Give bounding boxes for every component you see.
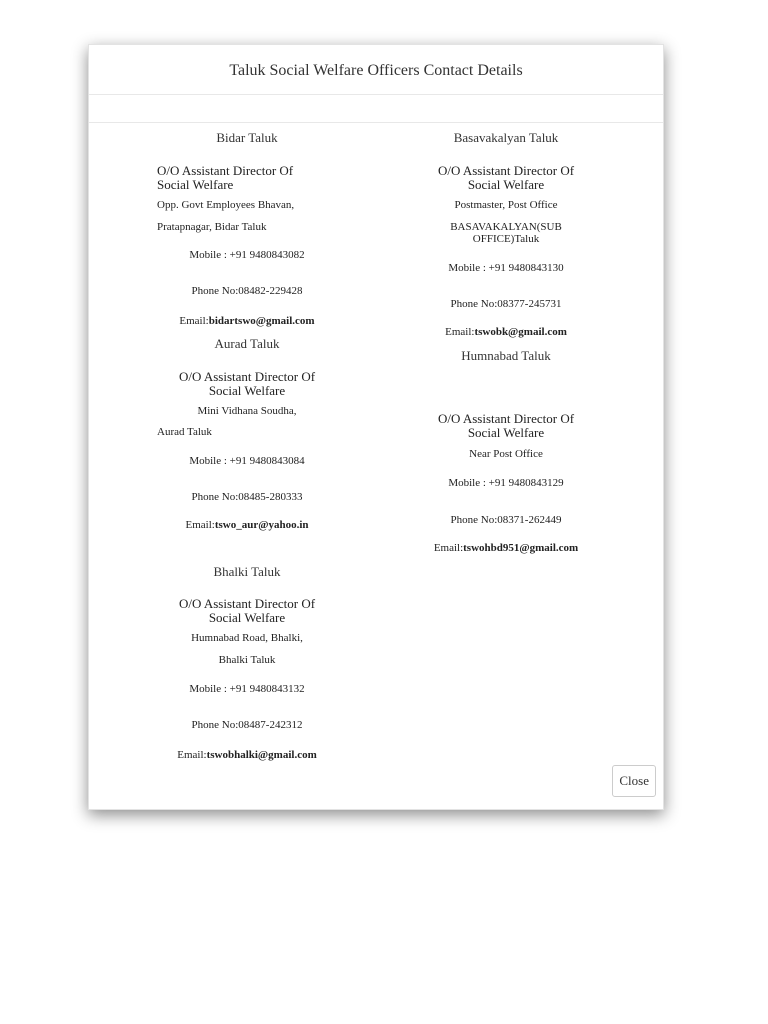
taluk-name: Basavakalyan Taluk	[453, 130, 559, 145]
email-prefix: Email:	[433, 542, 464, 554]
phone-number: Phone No:08485-280333	[191, 491, 303, 503]
office-line: Social Welfare	[467, 177, 545, 192]
close-button[interactable]: Close	[612, 765, 656, 797]
email-prefix: Email:	[185, 519, 215, 531]
email-line	[157, 315, 337, 328]
address-line: Opp. Govt Employees Bhavan,	[157, 199, 295, 211]
address-line: Near Post Office	[469, 448, 543, 460]
email-line	[416, 326, 596, 339]
office-line: Social Welfare	[467, 425, 545, 440]
email-prefix: Email:	[445, 326, 475, 338]
office-line: O/O Assistant Director Of	[437, 163, 575, 178]
modal-header	[89, 45, 663, 95]
phone-number: Phone No:08371-262449	[450, 514, 562, 526]
email-address[interactable]: tswohbd951@gmail.com	[463, 542, 579, 554]
mobile-number: Mobile : +91 9480843130	[448, 262, 564, 274]
email-line	[157, 519, 337, 532]
address-line: Mini Vidhana Soudha,	[197, 405, 297, 417]
taluk-name: Bhalki Taluk	[213, 564, 281, 579]
taluk-name: Bidar Taluk	[216, 130, 278, 145]
taluk-name: Humnabad Taluk	[461, 348, 551, 363]
taluk-name: Aurad Taluk	[214, 336, 280, 351]
address-line: Aurad Taluk	[157, 426, 212, 438]
mobile-number: Mobile : +91 9480843132	[189, 683, 305, 695]
office-line: O/O Assistant Director Of	[178, 596, 316, 611]
email-address[interactable]: tswo_aur@yahoo.in	[214, 519, 309, 531]
email-address[interactable]: tswobhalki@gmail.com	[206, 749, 317, 761]
office-line: O/O Assistant Director Of	[178, 369, 316, 384]
email-address[interactable]: tswobk@gmail.com	[474, 326, 567, 338]
email-line	[416, 542, 596, 555]
address-line: Bhalki Taluk	[218, 654, 276, 666]
mobile-number: Mobile : +91 9480843082	[189, 249, 305, 261]
address-line: OFFICE)Taluk	[472, 233, 540, 245]
modal-subheader	[89, 95, 663, 123]
address-line: Humnabad Road, Bhalki,	[191, 632, 303, 644]
mobile-number: Mobile : +91 9480843084	[189, 455, 305, 467]
phone-number: Phone No:08487-242312	[191, 719, 303, 731]
address-line: BASAVAKALYAN(SUB	[450, 221, 562, 233]
phone-number: Phone No:08377-245731	[450, 298, 562, 310]
email-prefix: Email:	[177, 749, 207, 761]
office-line: Social Welfare	[208, 610, 286, 625]
email-address[interactable]: bidartswo@gmail.com	[208, 315, 315, 327]
office-line: O/O Assistant Director Of	[437, 411, 575, 426]
office-line: Social Welfare	[208, 383, 286, 398]
phone-number: Phone No:08482-229428	[191, 285, 303, 297]
office-line: O/O Assistant Director Of	[157, 163, 294, 178]
modal-footer	[612, 765, 656, 797]
mobile-number: Mobile : +91 9480843129	[448, 477, 564, 489]
email-line	[157, 749, 337, 762]
address-line: Pratapnagar, Bidar Taluk	[157, 221, 267, 233]
modal-title: Taluk Social Welfare Officers Contact Details	[229, 61, 523, 79]
email-prefix: Email:	[179, 315, 209, 327]
contact-details-modal	[88, 44, 664, 810]
address-line: Postmaster, Post Office	[454, 199, 558, 211]
office-line: Social Welfare	[157, 177, 234, 192]
